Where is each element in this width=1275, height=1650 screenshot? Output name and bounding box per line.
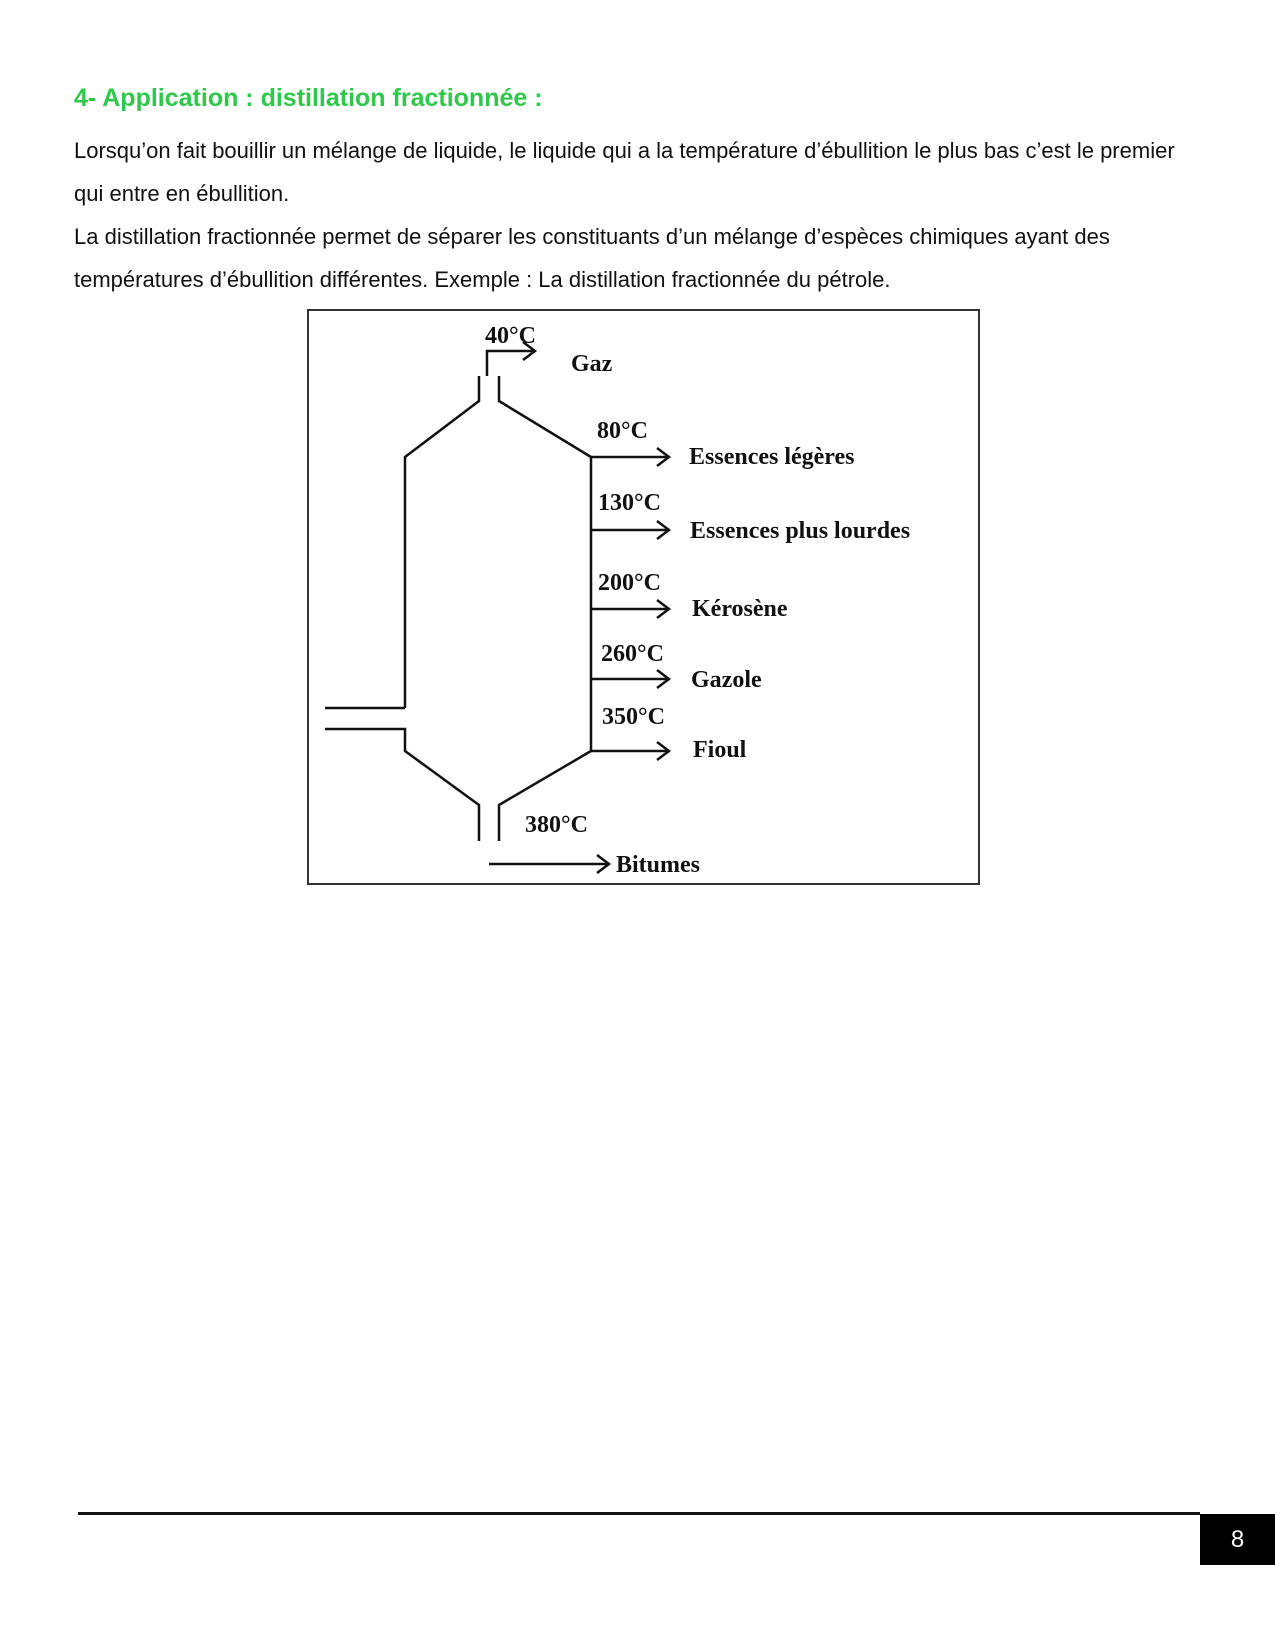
column-bottom-left (325, 729, 479, 841)
temp-label-fioul: 350°C (602, 704, 665, 730)
distillation-column-svg (309, 311, 978, 883)
gas-outlet-pipe (487, 351, 535, 376)
product-label-gazole: Gazole (691, 667, 762, 693)
product-label-bitumes: Bitumes (616, 852, 700, 878)
product-label-gaz: Gaz (571, 351, 613, 377)
temp-label-gazole: 260°C (601, 641, 664, 667)
temp-label-essences-legeres: 80°C (597, 418, 648, 444)
temp-label-gaz: 40°C (485, 323, 536, 349)
temp-label-bitumes: 380°C (525, 812, 588, 838)
paragraph-boiling: Lorsqu’on fait bouillir un mélange de liquide, le liquide qui a la température d’ébullition le plus bas c’est le premier qui entre en ébullition. (74, 138, 1175, 206)
footer-divider (78, 1512, 1200, 1515)
page-number: 8 (1200, 1514, 1275, 1565)
product-label-essences-lourdes: Essences plus lourdes (690, 518, 911, 544)
column-right-wall (499, 376, 591, 751)
product-label-essences-legeres: Essences légères (689, 444, 855, 470)
column-left-wall (405, 376, 479, 708)
product-label-kerosene: Kérosène (692, 596, 788, 622)
distillation-diagram (307, 309, 980, 885)
paragraph-distillation: La distillation fractionnée permet de séparer les constituants d’un mélange d’espèces chimiques ayant des températures d’ébullition différentes. Exemple : La distillation fractionnée du pétrole. (74, 224, 1110, 292)
product-label-fioul: Fioul (693, 737, 747, 763)
temp-label-essences-lourdes: 130°C (598, 490, 661, 516)
section-heading: 4- Application : distillation fractionnée : (74, 84, 543, 112)
temp-label-kerosene: 200°C (598, 570, 661, 596)
